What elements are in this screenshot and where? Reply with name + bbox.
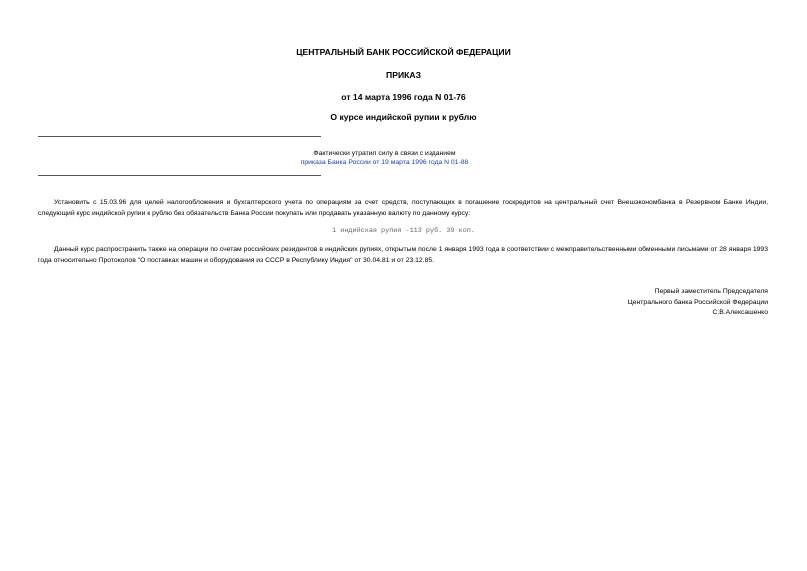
paragraph-establish-rate: Установить с 15.03.96 для целей налогообложения и бухгалтерского учета по операциям за счет средств, поступающих в погашение госкредитов на центральный счет Внешэкономбанка в Резервном Банке Индии, следующий курс индийской рупии к рублю без обязательств Банка России покупать или продавать указанную валюту по данному курсу:	[38, 199, 768, 217]
document-date-number: от 14 марта 1996 года N 01-76	[341, 92, 466, 102]
document-type: ПРИКАЗ	[386, 70, 421, 80]
signatory-position-2: Центрального банка Российской Федерации	[627, 299, 768, 306]
signatory-position-1: Первый заместитель Председателя	[654, 288, 768, 295]
issuer-title: ЦЕНТРАЛЬНЫЙ БАНК РОССИЙСКОЙ ФЕДЕРАЦИИ	[296, 47, 511, 57]
repeal-order-link[interactable]: приказа Банка России от 19 марта 1996 года N 01-88	[300, 159, 469, 166]
status-note-link-wrap	[38, 158, 731, 167]
signatory-name: С.В.Алексашенко	[712, 309, 768, 316]
status-note-text: Фактически утратил силу в связи с изданием	[313, 150, 456, 157]
divider-bottom	[38, 175, 321, 176]
paragraph-apply-rate: Данный курс распространить также на операции по счетам российских резидентов в индийских рупиях, открытым после 1 января 1993 года в соответствии с межправительственными обменными письмами от 28 января 1993 года относительно Протоколов "О поставках машин и оборудования из СССР в Республику Индия" от 30.04.81 и от 23.12.85.	[38, 246, 768, 264]
document-subject: О курсе индийской рупии к рублю	[330, 112, 477, 122]
exchange-rate-line: 1 индийская рупия -113 руб. 39 коп.	[332, 227, 475, 235]
divider-top	[38, 136, 321, 137]
